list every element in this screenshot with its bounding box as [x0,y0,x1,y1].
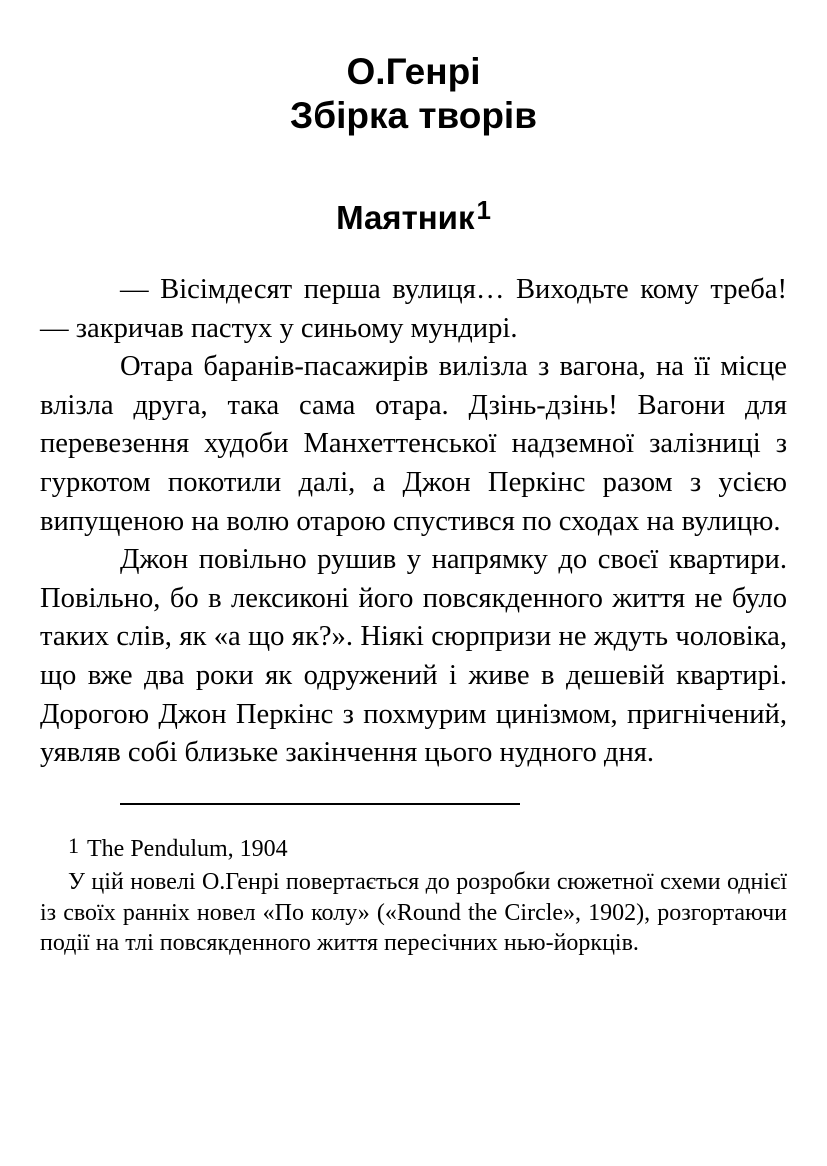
footnote-note: У цій новелі О.Генрі повертається до розробки сюжетної схеми однієї із своїх ранніх новел «По колу» («Round the Circle», 1902), розгортаючи події на тлі повсякденного життя пересічних нью-йоркців. [40,869,787,957]
collection-title: Збірка творів [290,95,537,136]
story-title-text: Маятник [336,199,475,236]
footnotes [40,831,787,959]
story-body [40,271,787,773]
story-title [40,190,787,238]
paragraph: Джон повільно рушив у напрямку до своєї квартири. Повільно, бо в лексиконі його повсякденного життя не було таких слів, як «а що як?». Ніякі сюрпризи не ждуть чоловіка, що вже два роки як одружений і живе в дешевій квартирі. Дорогою Джон Перкінс з похмурим цинізмом, пригнічений, уявляв собі близьке закінчення цього нудного дня. [40,544,787,769]
footnote-number: 1 [68,832,79,858]
footnote-source: The Pendulum, 1904 [87,835,288,862]
paragraph: — Вісімдесят перша вулиця… Виходьте кому треба! — закричав пастух у синьому мундирі. [40,274,787,344]
footnote-marker[interactable]: 1 [476,195,491,225]
footnote-divider [120,803,520,805]
book-author: О.Генрі [346,51,481,92]
paragraph: Отара баранів-пасажирів вилізла з вагона, на її місце влізла друга, така сама отара. Дзінь-дзінь! Вагони для перевезення худоби Манхеттенської надземної залізниці з гуркотом покотили далі, а Джон Перкінс разом з усією випущеною на волю отарою спустився по сходах на вулицю. [40,351,787,537]
footnote-source-line [68,831,787,865]
document-page [40,40,787,959]
